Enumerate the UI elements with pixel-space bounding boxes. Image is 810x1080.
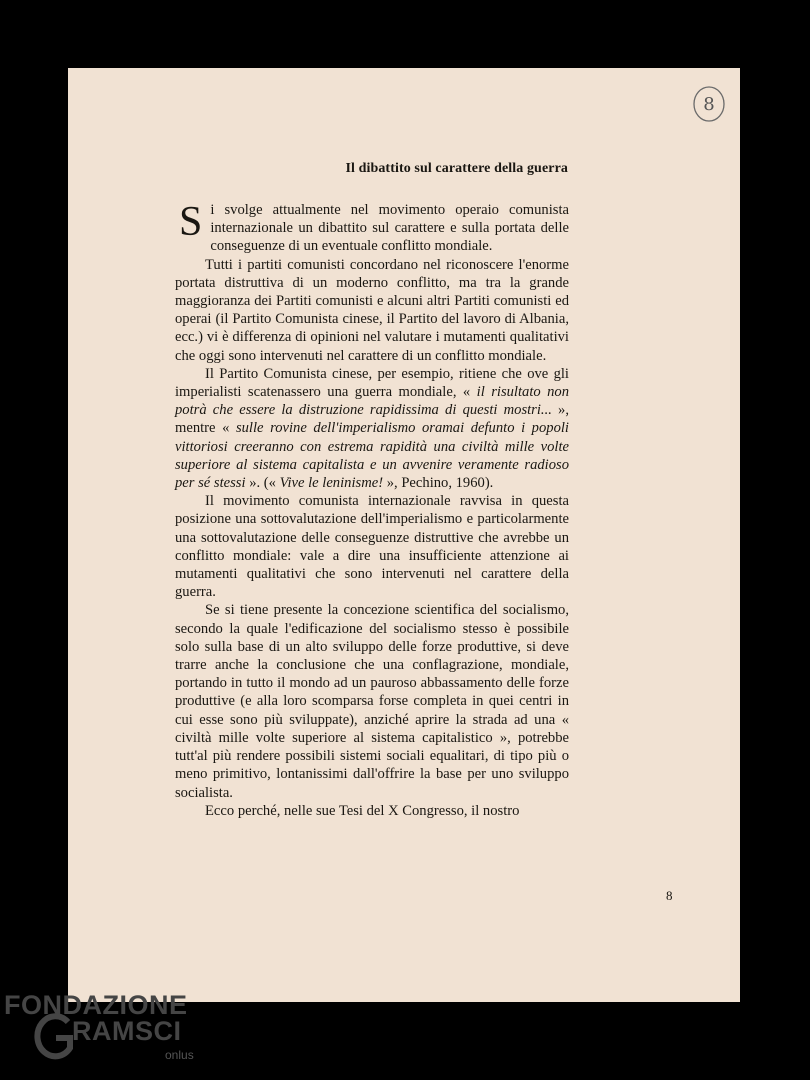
paragraph [175, 201, 569, 256]
italic-quote: Vive le leninisme! [279, 475, 384, 492]
text-run: ». (« [245, 475, 280, 492]
watermark-suffix: onlus [165, 1048, 194, 1062]
text-run: Il Partito Comunista cinese, per esempio, ritiene che ove gli imperialisti scatenassero una guerra mondiale, « [175, 365, 569, 401]
paragraph [175, 601, 569, 801]
page-number: 8 [666, 888, 673, 903]
paragraph [175, 802, 569, 820]
section-heading: Il dibattito sul carattere della guerra [345, 161, 568, 176]
italic-quote: sulle rovine dell'imperialismo oramai defunto i popoli vittoriosi creeranno con estrema rapidità una civiltà mille volte superiore al sistema capitalista e un avvenire veramente radioso per sé stessi [175, 420, 569, 492]
fondazione-gramsci-watermark [0, 990, 260, 1070]
paragraph [175, 256, 569, 365]
svg-text:8: 8 [703, 94, 715, 115]
document-page [68, 68, 740, 1002]
text-run: Il movimento comunista internazionale ravvisa in questa posizione una sottovalutazione dell'imperialismo e particolarmente una sottovalutazione delle conseguenze distruttive che avrebbe un conflitto mondiale: vale a dire una insufficiente attenzione ai mutamenti qualitativi che sono intervenuti nel carattere della guerra. [175, 493, 569, 601]
handwritten-page-mark [692, 85, 726, 123]
drop-cap: S [179, 199, 203, 245]
text-run: Se si tiene presente la concezione scientifica del socialismo, secondo la quale l'edificazione del socialismo stesso è possibile solo sulla base di un alto sviluppo delle forze produttive, si deve trarre anche la conclusione che una conflagrazione, mondiale, portando in tutto il mondo ad un pauroso abbassamento delle forze produttive (e alla loro scomparsa forse completa in quei centri in cui esse sono più sviluppate), anziché aprire la strada ad una « civiltà mille volte superiore al sistema capitalistico », potrebbe tutt'al più rendere possibili sistemi sociali equalitari, di tipo più o meno primitivo, lontanissimi dall'offrire la base per uno sviluppo socialista. [175, 602, 569, 801]
text-run: », mentre « [175, 402, 570, 437]
paragraph [175, 492, 569, 601]
text-run: », Pechino, 1960). [383, 475, 494, 492]
gramsci-logo-icon [34, 1012, 74, 1064]
paragraph [175, 365, 569, 492]
text-run: i svolge attualmente nel movimento operaio comunista internazionale un dibattito sul carattere e sulla portata delle conseguenze di un eventuale conflitto mondiale. [210, 202, 569, 255]
italic-quote: il risultato non potrà che essere la distruzione rapidissima di questi mostri... [175, 384, 570, 419]
text-run: Tutti i partiti comunisti concordano nel riconoscere l'enorme portata distruttiva di un moderno conflitto, ma tra la grande maggioranza dei Partiti comunisti e alcuni altri Partiti comunisti ed operai (il Partito Comunista cinese, il Partito del lavoro di Albania, ecc.) vi è differenza di opinioni nel valutare i mutamenti qualitativi che oggi sono intervenuti nel carattere di un conflitto mondiale. [175, 256, 569, 364]
watermark-line1: FONDAZIONE [4, 990, 188, 1020]
watermark-line2: RAMSCI [72, 1016, 182, 1046]
text-run: Ecco perché, nelle sue Tesi del X Congresso, il nostro [205, 802, 520, 819]
body-text [175, 201, 569, 820]
